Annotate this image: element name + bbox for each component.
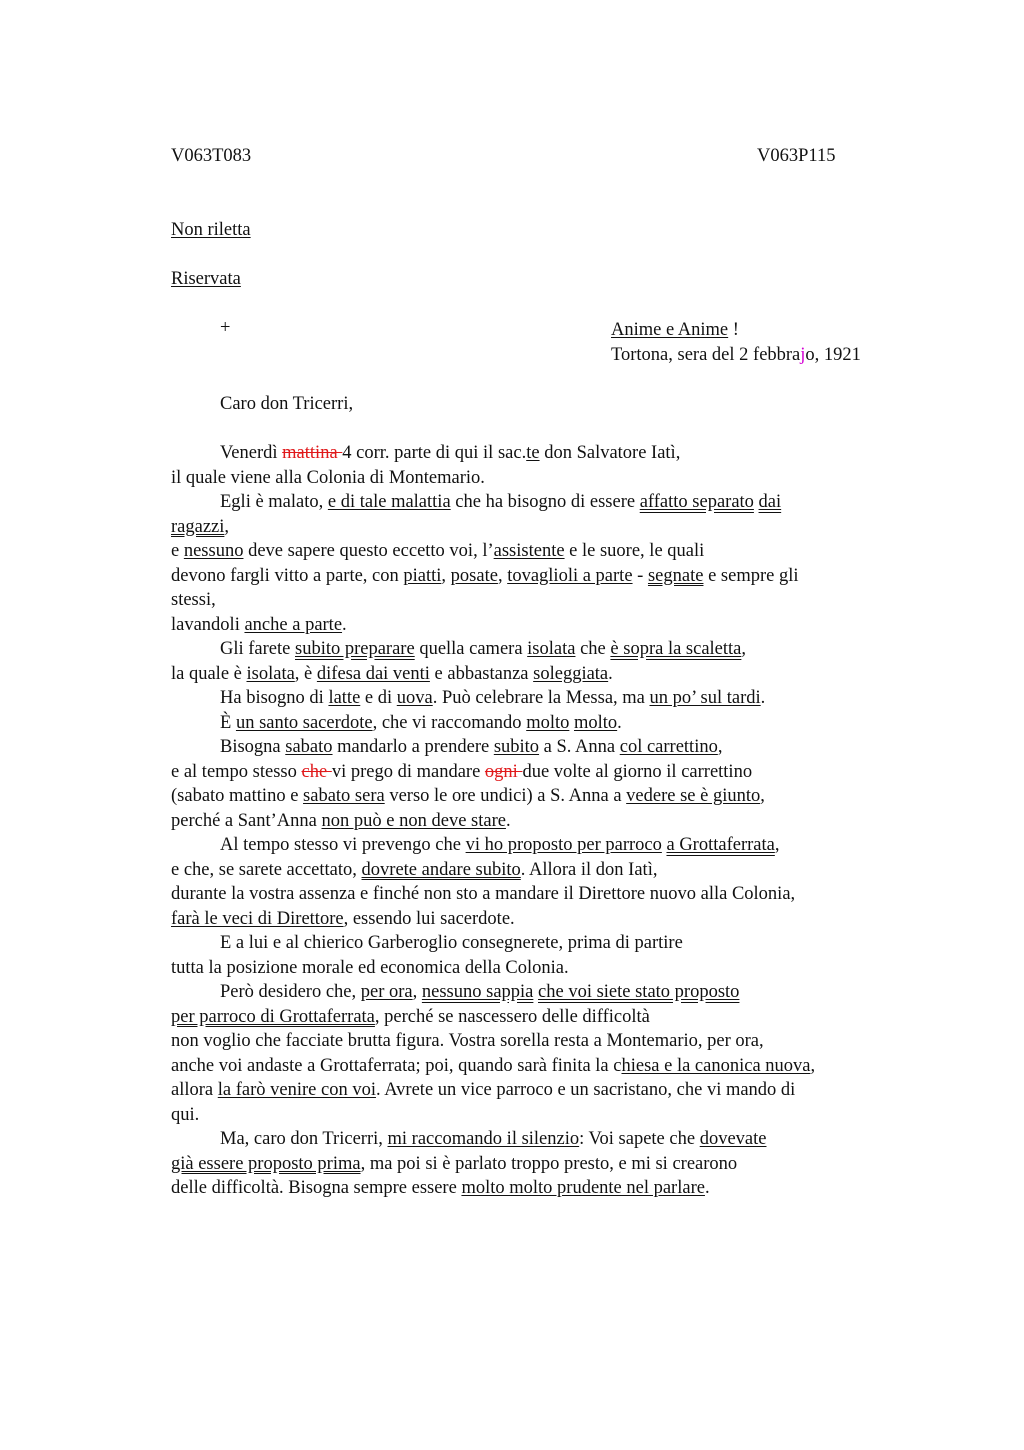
motto-text: Anime e Anime [611,320,729,340]
text-segment: a S. Anna [539,737,620,757]
text-segment: mandarlo a prendere [332,737,494,757]
text-segment: , [774,835,780,855]
text-segment: due volte al giorno il carrettino [522,761,753,782]
underlined-text: molto molto prudente nel parlare [461,1178,705,1198]
underlined-text: anche a parte [244,614,343,635]
underlined-text: soleggiata [533,663,609,684]
text-segment: , [497,565,508,586]
letter-line [171,931,901,956]
underlined-text: dovrete andare subito [361,859,521,880]
text-segment: Però desidero che, [220,982,361,1002]
text-segment: : Voi sapete che [579,1129,700,1149]
text-segment: allora [171,1080,218,1100]
text-segment: . Può celebrare la Messa, ma [432,688,650,708]
text-segment: , [760,786,765,806]
text-segment: (sabato mattino e [171,786,304,806]
text-segment: . Allora il don Iatì, [520,859,658,880]
letter-line [171,882,901,907]
text-segment: lavandoli [171,614,245,635]
letter-line [171,1127,901,1152]
letter-line [171,1078,901,1103]
letter-body [171,392,901,1201]
letter-line [171,735,901,760]
letter-line [171,441,901,466]
text-segment: Al tempo stesso vi prevengo che [220,835,466,855]
text-segment: , [741,639,747,659]
text-segment: perché a Sant’Anna [171,810,322,831]
letter-line [171,613,901,638]
text-segment: e abbastanza [429,663,534,684]
text-segment: . [608,663,613,684]
letter-line [171,907,901,932]
text-segment: anche voi andaste a Grottaferrata; poi, quando sarà finita la c [171,1055,622,1076]
underlined-text: che voi siete stato proposto [538,982,740,1002]
letter-line [171,784,901,809]
underlined-text: sabato [285,737,333,757]
letter-line [171,858,901,883]
text-segment: tutta la posizione morale ed economica della Colonia. [171,957,569,978]
text-segment: - [632,565,648,586]
text-segment: quella camera [414,639,528,659]
text-segment: e [171,541,184,561]
text-segment: . Avrete un vice parroco e un sacristano, che vi mando di [375,1080,796,1100]
underlined-text: difesa dai venti [316,663,430,684]
text-segment: il quale viene alla Colonia di Montemario. [171,467,485,488]
text-segment: . [342,614,347,635]
document-code-left: V063T083 [171,146,252,166]
underlined-text: vedere se è giunto [626,786,761,806]
letter-line [171,539,901,564]
text-segment: verso le ore undici) a S. Anna a [384,786,627,806]
struck-text: ogni [484,761,523,782]
letter-line [171,956,901,981]
text-segment: che [575,639,611,659]
underlined-text: piatti [403,565,442,586]
underlined-text: un po’ sul tardi [649,688,761,708]
text-segment: , [717,737,723,757]
underlined-text: nessuno sappia [421,982,534,1002]
text-segment: e al tempo stesso [171,761,302,782]
text-segment: vi prego di mandare [331,761,485,782]
letter-line [171,515,901,540]
text-segment: e sempre gli [703,565,799,586]
text-segment: , [224,516,230,537]
underlined-text: già essere proposto prima [171,1153,361,1174]
underlined-text: a Grottaferrata [666,835,775,855]
underlined-text: mi raccomando il silenzio [387,1129,580,1149]
text-segment: e le suore, le quali [564,541,705,561]
text-segment: 4 corr. parte di qui il sac. [342,443,527,463]
letter-line [171,1103,901,1128]
text-segment: don Salvatore Iatì, [539,443,681,463]
motto-mark: ! [728,320,739,340]
letter-line [171,490,901,515]
text-segment: È [220,712,236,733]
place-date: Tortona, sera del 2 febbrajo, 1921 [611,344,861,365]
underlined-text: subito preparare [295,639,415,659]
document-code-right: V063P115 [757,146,836,166]
underlined-text: assistente [493,541,565,561]
text-segment: , [441,565,451,586]
struck-text: mattina [282,443,343,463]
letter-line [171,1005,901,1030]
letter-line [171,686,901,711]
text-segment: e di [360,688,397,708]
text-segment: Egli è malato, [220,492,328,512]
text-segment: , ma poi si è parlato troppo presto, e mi si crearono [360,1153,738,1174]
underlined-text: per parroco di Grottaferrata [171,1006,375,1027]
underlined-text: affatto separato [639,492,754,512]
text-segment: Bisogna [220,737,286,757]
text-segment: Gli farete [220,639,295,659]
letter-line [171,588,901,613]
letter-line [171,564,901,589]
text-segment: qui. [171,1104,200,1125]
text-segment: , che vi raccomando [372,712,527,733]
text-segment: E a lui e al chierico Garberoglio consegnerete, prima di partire [220,933,683,953]
text-segment: la quale è [171,663,247,684]
underlined-text: vi ho proposto per parroco [465,835,662,855]
letter-text [171,441,901,1201]
text-segment: deve sapere questo eccetto voi, l’ [243,541,494,561]
letter-line [171,711,901,736]
underlined-text: farà le veci di Direttore [171,908,344,929]
struck-text: che [301,761,332,782]
text-segment: . [760,688,766,708]
text-segment: durante la vostra assenza e finché non sto a mandare il Direttore nuovo alla Colonia, [171,884,796,904]
letter-line [171,1029,901,1054]
underlined-text: sabato sera [303,786,385,806]
underlined-text: dovevate [699,1129,767,1149]
motto-block [611,318,861,367]
letter-line [171,637,901,662]
salutation: Caro don Tricerri, [220,394,354,414]
underlined-text: molto [573,712,618,733]
letter-line [171,662,901,687]
text-segment: . [704,1178,710,1198]
text-segment: Ha bisogno di [220,688,329,708]
underlined-text: subito [493,737,540,757]
underlined-text: la farò venire con voi [217,1080,376,1100]
not-reread-note: Non riletta [171,220,251,240]
cross-symbol: + [220,318,231,338]
underlined-text: te [526,443,540,463]
correction-letter: j [800,344,806,365]
underlined-text: tovaglioli a parte [507,565,633,586]
text-segment: . [505,810,511,831]
letter-line [171,809,901,834]
letter-line [171,466,901,491]
underlined-text: latte [328,688,361,708]
letter-line [171,1054,901,1079]
text-segment: devono fargli vitto a parte, con [171,565,404,586]
text-segment: stessi, [171,590,216,610]
letter-line [171,760,901,785]
text-segment: , essendo lui sacerdote. [343,908,515,929]
underlined-text: isolata [527,639,576,659]
underlined-text: nessuno [183,541,244,561]
reserved-note: Riservata [171,269,241,289]
letter-line [171,1152,901,1177]
text-segment: , è [294,663,317,684]
motto-line [611,318,861,343]
underlined-text: per ora [360,982,413,1002]
underlined-text: segnate [647,565,704,586]
underlined-text: molto [526,712,570,733]
underlined-text: è sopra la scaletta [610,639,742,659]
paragraph-gap [171,417,901,442]
text-segment: che ha bisogno di essere [450,492,640,512]
underlined-text: isolata [246,663,295,684]
underlined-text: e di tale malattia [327,492,451,512]
letter-line [171,833,901,858]
underlined-text: posate [450,565,498,586]
underlined-text: non può e non deve stare [321,810,506,831]
text-segment: delle difficoltà. Bisogna sempre essere [171,1178,462,1198]
underlined-text: uova [396,688,433,708]
underlined-text: dai [758,492,782,512]
underlined-text: un santo sacerdote [235,712,373,733]
underlined-text: col carrettino [619,737,718,757]
text-segment: Ma, caro don Tricerri, [220,1129,388,1149]
text-segment: non voglio che facciate brutta figura. Vostra sorella resta a Montemario, per ora, [171,1031,764,1051]
underlined-text: hiesa e la canonica nuova [621,1055,811,1076]
text-segment: , [810,1055,816,1076]
letter-line [171,1176,901,1201]
letter-line [171,980,901,1005]
text-segment: , [412,982,422,1002]
text-segment: , perché se nascessero delle difficoltà [374,1006,650,1027]
text-segment: e che, se sarete accettato, [171,859,362,880]
underlined-text: ragazzi [171,516,225,537]
text-segment: Venerdì [220,443,283,463]
text-segment: . [617,712,622,733]
